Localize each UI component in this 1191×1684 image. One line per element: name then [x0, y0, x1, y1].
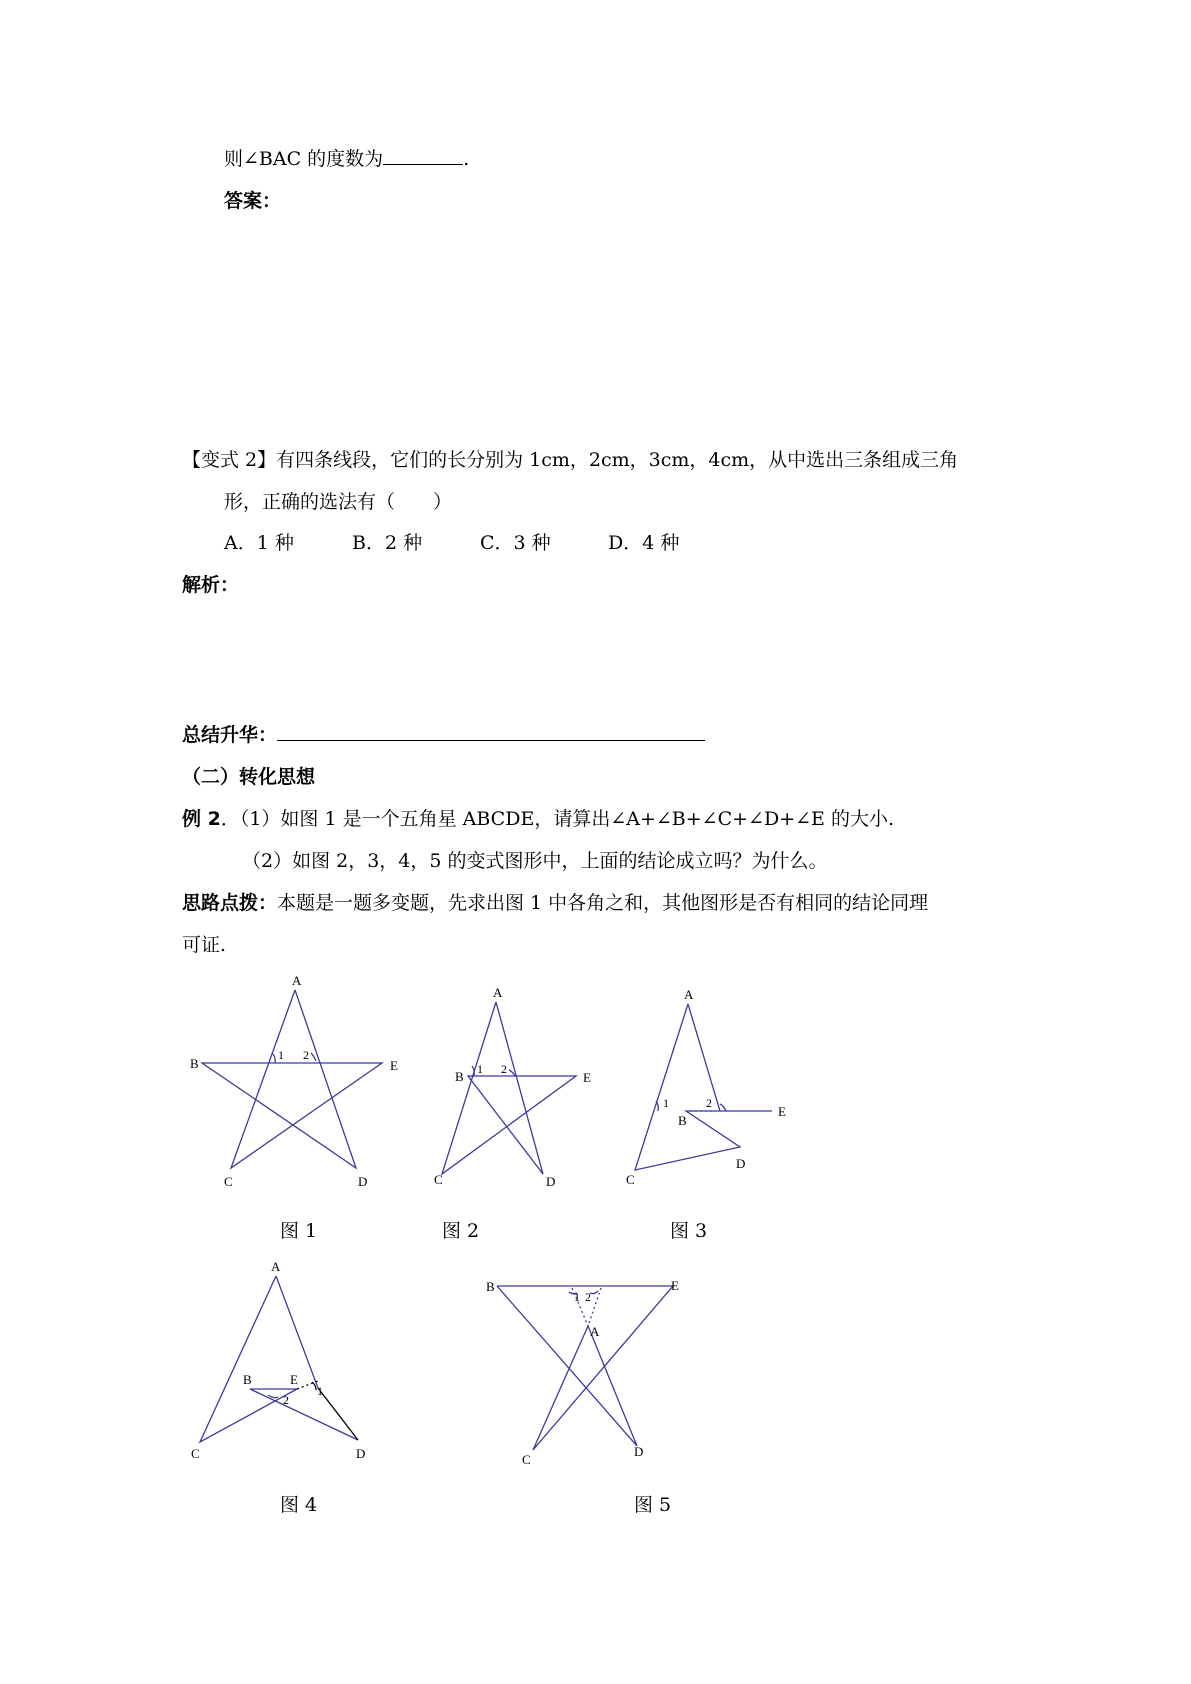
fig3-angle-1: 1 — [663, 1096, 669, 1110]
fig2-label-d: D — [546, 1174, 556, 1189]
figure-4-shape — [200, 1276, 358, 1442]
fig1-angle-1: 1 — [278, 1048, 284, 1062]
fig5-label-c: C — [522, 1452, 531, 1467]
fig4-angle-1: 1 — [317, 1384, 323, 1398]
fig2-angle-2: 2 — [501, 1062, 507, 1076]
fig3-label-c: C — [626, 1172, 635, 1187]
example2-line2: （2）如图 2，3，4，5 的变式图形中，上面的结论成立吗？为什么。 — [242, 850, 828, 872]
section-title: （二）转化思想 — [182, 766, 316, 788]
variant2-line2: 形，正确的选法有（ ） — [224, 491, 453, 513]
fig3-angle-2: 2 — [706, 1096, 712, 1110]
hint-line1: 思路点拨：本题是一题多变题，先求出图 1 中各角之和，其他图形是否有相同的结论同理 — [182, 892, 929, 914]
example2-line1: 例 2．（1）如图 1 是一个五角星 ABCDE，请算出∠A+∠B+∠C+∠D+∠E 的大小. — [182, 808, 894, 830]
figure-2-star — [442, 1002, 576, 1174]
answer-label: 答案： — [224, 190, 282, 212]
fig4-angle-2: 2 — [283, 1393, 289, 1407]
option-d: D．4 种 — [608, 532, 680, 554]
caption-figure-5: 图 5 — [634, 1494, 672, 1516]
caption-figure-1: 图 1 — [280, 1220, 318, 1242]
hint-label: 思路点拨： — [182, 892, 278, 914]
fig5-label-a: A — [590, 1324, 600, 1339]
fig4-label-b: B — [243, 1372, 252, 1387]
fig5-label-d: D — [634, 1444, 644, 1459]
caption-figure-4: 图 4 — [280, 1494, 318, 1516]
fig5-label-e: E — [671, 1278, 679, 1293]
option-a: A．1 种 — [224, 532, 294, 554]
fig4-label-a: A — [271, 1259, 281, 1274]
fig1-label-d: D — [358, 1174, 368, 1189]
example2-tag: 例 2 — [182, 808, 221, 830]
fig3-label-a: A — [684, 987, 694, 1002]
fig2-angle-1: 1 — [477, 1062, 483, 1076]
option-b: B．2 种 — [352, 532, 423, 554]
analysis-label: 解析： — [182, 574, 240, 596]
figure-4-dark-lines — [297, 1381, 358, 1440]
fig1-label-b: B — [190, 1056, 199, 1071]
fig5-angle-2: 2 — [585, 1290, 591, 1304]
question-prompt: 则∠BAC 的度数为 . — [224, 148, 470, 170]
hint-line2: 可证. — [182, 934, 227, 956]
fig4-label-e: E — [290, 1372, 298, 1387]
fig1-label-c: C — [224, 1174, 233, 1189]
fig3-label-d: D — [736, 1156, 746, 1171]
figure-5-shape — [497, 1286, 673, 1450]
fig1-label-e: E — [390, 1058, 398, 1073]
variant2-tag: 【变式 2】 — [182, 449, 277, 471]
summary-label: 总结升华： — [182, 724, 278, 746]
fig3-label-e: E — [778, 1104, 786, 1119]
fig4-label-d: D — [356, 1446, 366, 1461]
fig1-angle-2: 2 — [303, 1048, 309, 1062]
fig2-label-e: E — [583, 1070, 591, 1085]
caption-figure-3: 图 3 — [670, 1220, 708, 1242]
fig4-label-c: C — [191, 1446, 200, 1461]
figure-1-star — [202, 990, 382, 1168]
option-c: C．3 种 — [480, 532, 551, 554]
fig2-label-b: B — [455, 1069, 464, 1084]
caption-figure-2: 图 2 — [442, 1220, 480, 1242]
fig5-label-b: B — [486, 1279, 495, 1294]
figure-3-shape — [635, 1004, 772, 1170]
fig3-label-b: B — [678, 1113, 687, 1128]
variant2-line1: 【变式 2】有四条线段，它们的长分别为 1cm，2cm，3cm，4cm，从中选出三条组成三角 — [182, 449, 959, 471]
fig2-label-c: C — [434, 1172, 443, 1187]
fig2-label-a: A — [493, 985, 503, 1000]
fig1-label-a: A — [292, 973, 302, 988]
fig5-angle-1: 1 — [574, 1290, 580, 1304]
